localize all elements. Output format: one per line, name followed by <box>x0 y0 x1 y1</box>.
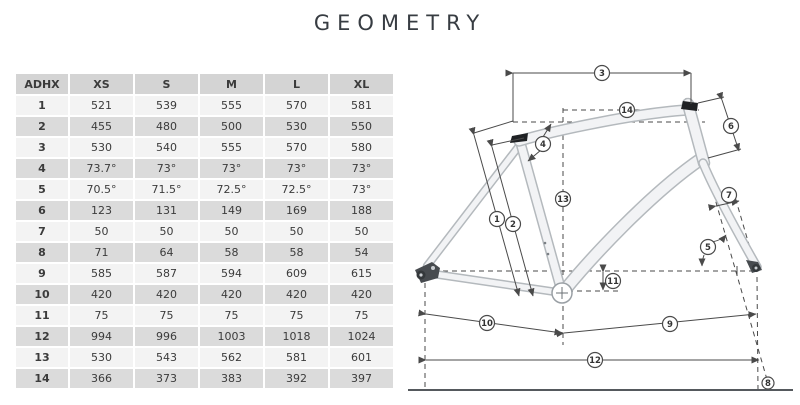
dimension-lines <box>426 73 759 360</box>
cell: 587 <box>135 264 198 283</box>
bike-frame <box>415 101 762 303</box>
cell: 1024 <box>330 327 393 346</box>
row-label: 12 <box>16 327 68 346</box>
dimension-marker-label: 6 <box>728 122 734 132</box>
cell: 73° <box>265 159 328 178</box>
cell: 555 <box>200 138 263 157</box>
cell: 539 <box>135 96 198 115</box>
cell: 169 <box>265 201 328 220</box>
dimension-marker-label: 10 <box>481 319 493 329</box>
column-header: ADHX <box>16 74 68 94</box>
cell: 570 <box>265 96 328 115</box>
dimension-marker-label: 13 <box>557 195 569 205</box>
cell: 540 <box>135 138 198 157</box>
cell: 50 <box>70 222 133 241</box>
cell: 555 <box>200 96 263 115</box>
cell: 420 <box>135 285 198 304</box>
front-dropout <box>746 260 762 273</box>
cell: 530 <box>70 348 133 367</box>
cell: 581 <box>330 96 393 115</box>
column-header: XS <box>70 74 133 94</box>
cell: 71 <box>70 243 133 262</box>
dimension-marker-label: 7 <box>726 191 732 201</box>
cell: 455 <box>70 117 133 136</box>
row-label: 2 <box>16 117 68 136</box>
cell: 50 <box>135 222 198 241</box>
cell: 420 <box>265 285 328 304</box>
row-label: 3 <box>16 138 68 157</box>
cell: 480 <box>135 117 198 136</box>
dimension-marker-label: 9 <box>667 320 673 330</box>
cell: 562 <box>200 348 263 367</box>
row-label: 1 <box>16 96 68 115</box>
row-label: 8 <box>16 243 68 262</box>
cell: 392 <box>265 369 328 388</box>
cell: 550 <box>330 117 393 136</box>
cell: 615 <box>330 264 393 283</box>
cell: 75 <box>265 306 328 325</box>
cell: 1018 <box>265 327 328 346</box>
cell: 75 <box>200 306 263 325</box>
dimension-marker-label: 1 <box>494 215 500 225</box>
cell: 64 <box>135 243 198 262</box>
cell: 149 <box>200 201 263 220</box>
cell: 73° <box>135 159 198 178</box>
cell: 420 <box>70 285 133 304</box>
dimension-marker-label: 11 <box>607 277 619 287</box>
cell: 50 <box>200 222 263 241</box>
cell: 188 <box>330 201 393 220</box>
page-title: GEOMETRY <box>313 11 487 35</box>
row-label: 13 <box>16 348 68 367</box>
cell: 996 <box>135 327 198 346</box>
cell: 521 <box>70 96 133 115</box>
cell: 73° <box>200 159 263 178</box>
cell: 609 <box>265 264 328 283</box>
cell: 420 <box>200 285 263 304</box>
cell: 373 <box>135 369 198 388</box>
cell: 75 <box>70 306 133 325</box>
dimension-marker-label: 12 <box>589 356 601 366</box>
cell: 131 <box>135 201 198 220</box>
cell: 50 <box>330 222 393 241</box>
cell: 594 <box>200 264 263 283</box>
row-label: 5 <box>16 180 68 199</box>
row-label: 4 <box>16 159 68 178</box>
cell: 601 <box>330 348 393 367</box>
cell: 500 <box>200 117 263 136</box>
dimension-marker-label: 14 <box>621 106 633 116</box>
cell: 70.5° <box>70 180 133 199</box>
cell: 58 <box>265 243 328 262</box>
dimension-marker-label: 8 <box>765 379 771 389</box>
cell: 123 <box>70 201 133 220</box>
column-header: S <box>135 74 198 94</box>
cell: 58 <box>200 243 263 262</box>
cell: 72.5° <box>265 180 328 199</box>
cell: 71.5° <box>135 180 198 199</box>
dimension-marker-label: 3 <box>599 69 605 79</box>
cell: 73° <box>330 159 393 178</box>
cell: 397 <box>330 369 393 388</box>
cell: 73.7° <box>70 159 133 178</box>
row-label: 6 <box>16 201 68 220</box>
cell: 1003 <box>200 327 263 346</box>
column-header: XL <box>330 74 393 94</box>
dimension-marker-label: 2 <box>510 220 516 230</box>
cell: 75 <box>135 306 198 325</box>
dimension-marker-label: 5 <box>705 243 711 253</box>
cell: 383 <box>200 369 263 388</box>
cell: 581 <box>265 348 328 367</box>
dimension-marker-label: 4 <box>540 140 546 150</box>
cell: 54 <box>330 243 393 262</box>
cell: 72.5° <box>200 180 263 199</box>
cell: 543 <box>135 348 198 367</box>
cell: 420 <box>330 285 393 304</box>
row-label: 9 <box>16 264 68 283</box>
rear-dropout <box>415 262 440 283</box>
cell: 530 <box>265 117 328 136</box>
cell: 366 <box>70 369 133 388</box>
cell: 73° <box>330 180 393 199</box>
row-label: 7 <box>16 222 68 241</box>
row-label: 10 <box>16 285 68 304</box>
cell: 580 <box>330 138 393 157</box>
row-label: 11 <box>16 306 68 325</box>
column-header: L <box>265 74 328 94</box>
cell: 75 <box>330 306 393 325</box>
cell: 530 <box>70 138 133 157</box>
cell: 994 <box>70 327 133 346</box>
column-header: M <box>200 74 263 94</box>
cell: 50 <box>265 222 328 241</box>
cell: 570 <box>265 138 328 157</box>
cell: 585 <box>70 264 133 283</box>
row-label: 14 <box>16 369 68 388</box>
